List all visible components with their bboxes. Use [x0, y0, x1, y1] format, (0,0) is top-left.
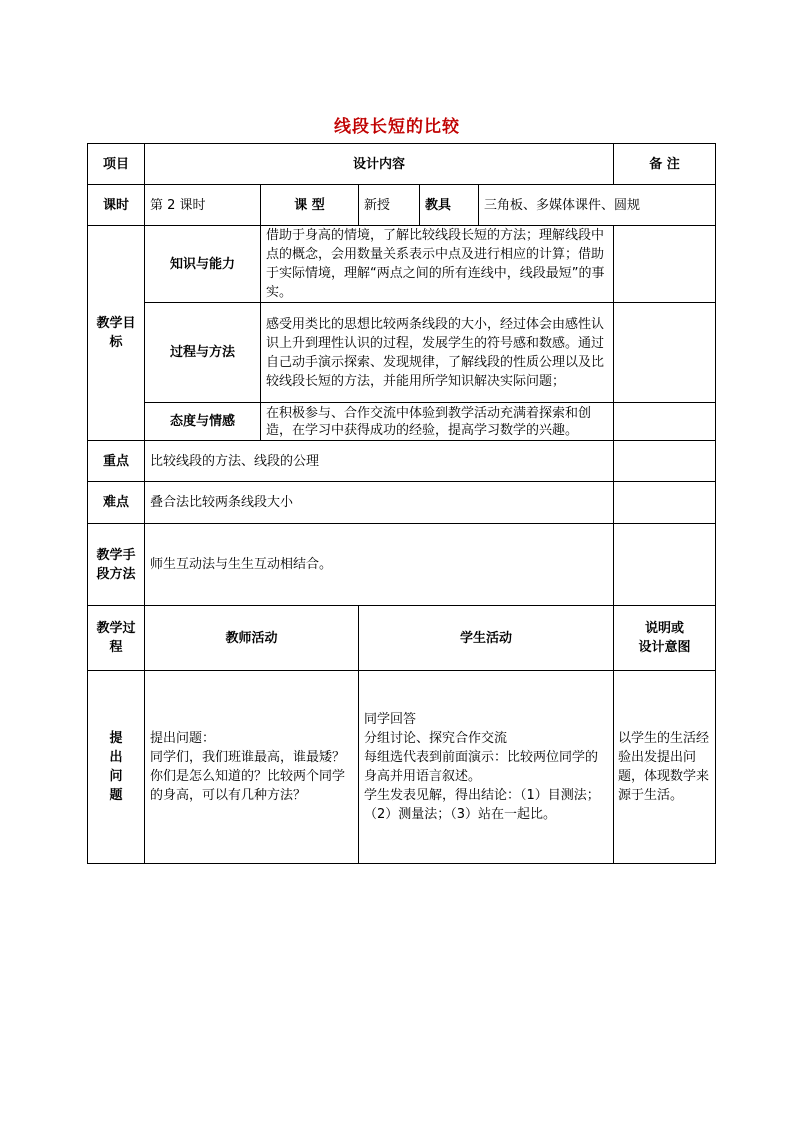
- objectives-label: 教学目标: [88, 226, 145, 441]
- student-line-4: 学生发表见解，得出结论：（1）目测法；（2）测量法；（3）站在一起比。: [364, 788, 600, 822]
- process-section-label: 教学过程: [88, 606, 145, 671]
- intent-header-line1: 说明或: [645, 621, 685, 636]
- difficulty-label: 难点: [88, 482, 145, 524]
- lesson-plan-table: [87, 143, 716, 864]
- objective-attitude-row: [88, 403, 716, 441]
- difficulty-row: [88, 482, 716, 524]
- key-point-text: 比较线段的方法、线段的公理: [145, 441, 614, 482]
- tools-label: 教具: [420, 185, 479, 226]
- content-header: 设计内容: [145, 144, 614, 185]
- attitude-text: 在积极参与、合作交流中体验到教学活动充满着探索和创造，在学习中获得成功的经验，提高学习数学的兴趣。: [261, 403, 614, 441]
- teacher-activity-header: 教师活动: [145, 606, 359, 671]
- remark-header: 备 注: [614, 144, 716, 185]
- intent-cell: 以学生的生活经验出发提出问题，体现数学来源于生活。: [614, 671, 716, 864]
- difficulty-text: 叠合法比较两条线段大小: [145, 482, 614, 524]
- methods-text: 师生互动法与生生互动相结合。: [145, 524, 614, 606]
- student-activity-cell: [359, 671, 614, 864]
- methods-remark: [614, 524, 716, 606]
- stage-question-row: [88, 671, 716, 864]
- student-activity-header: 学生活动: [359, 606, 614, 671]
- knowledge-label: 知识与能力: [145, 226, 261, 303]
- process-remark: [614, 303, 716, 403]
- stage-question-label: [88, 671, 145, 864]
- period-value: 第 2 课时: [145, 185, 261, 226]
- period-label: 课时: [88, 185, 145, 226]
- type-value: 新授: [359, 185, 420, 226]
- teacher-line-1: 提出问题：: [150, 731, 216, 746]
- methods-label: 教学手段方法: [88, 524, 145, 606]
- stage-question-label-text: 提出问题: [109, 731, 123, 803]
- header-row: [88, 144, 716, 185]
- process-label: 过程与方法: [145, 303, 261, 403]
- teacher-activity-cell: [145, 671, 359, 864]
- attitude-label: 态度与情感: [145, 403, 261, 441]
- intent-header-line2: 设计意图: [638, 640, 691, 655]
- student-line-3: 每组选代表到前面演示：比较两位同学的身高并用语言叙述。: [364, 750, 599, 784]
- type-label: 课 型: [261, 185, 359, 226]
- difficulty-remark: [614, 482, 716, 524]
- objective-process-row: [88, 303, 716, 403]
- tools-value: 三角板、多媒体课件、圆规: [479, 185, 716, 226]
- objective-knowledge-row: [88, 226, 716, 303]
- key-point-row: [88, 441, 716, 482]
- process-text: 感受用类比的思想比较两条线段的大小，经过体会由感性认识上升到理性认识的过程，发展学生的符号感和数感。通过自己动手演示探索、发现规律，了解线段的性质公理以及比较线段长短的方法，并能用所学知识解决实际问题；: [261, 303, 614, 403]
- lesson-info-row: [88, 185, 716, 226]
- methods-row: [88, 524, 716, 606]
- teacher-line-2: 同学们，我们班谁最高，谁最矮？你们是怎么知道的？比较两个同学的身高，可以有几种方法？: [150, 750, 346, 803]
- attitude-remark: [614, 403, 716, 441]
- item-header: 项目: [88, 144, 145, 185]
- key-point-remark: [614, 441, 716, 482]
- intent-header: [614, 606, 716, 671]
- document-title: 线段长短的比较: [334, 117, 460, 137]
- knowledge-text: 借助于身高的情境，了解比较线段长短的方法；理解线段中点的概念，会用数量关系表示中点及进行相应的计算；借助于实际情境，理解“两点之间的所有连线中，线段最短”的事实。: [261, 226, 614, 303]
- key-point-label: 重点: [88, 441, 145, 482]
- student-line-2: 分组讨论、探究合作交流: [364, 731, 508, 746]
- process-header-row: [88, 606, 716, 671]
- knowledge-remark: [614, 226, 716, 303]
- student-line-1: 同学回答: [364, 712, 417, 727]
